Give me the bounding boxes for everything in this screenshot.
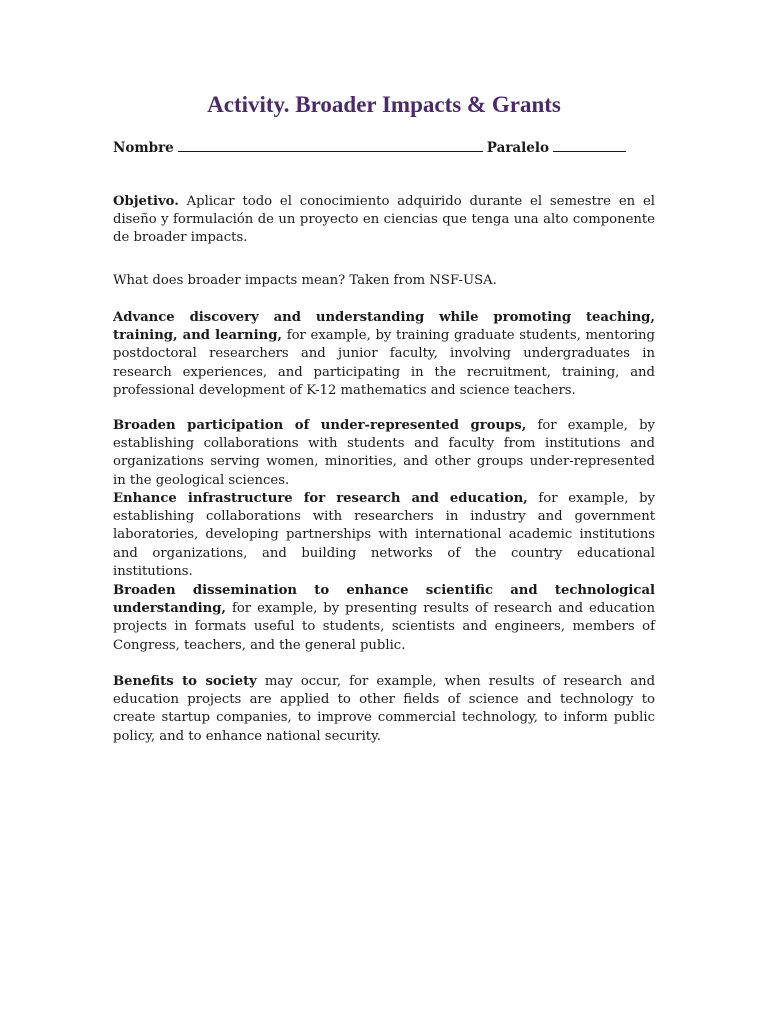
- page-title: Activity. Broader Impacts & Grants: [207, 92, 561, 117]
- section-text: for example, by establishing collaborations with researchers in industry and government laboratories, developing partnerships with international academic institutions and organizations, and building networks of the country educational institutions.: [113, 491, 656, 579]
- paralelo-blank-line: [553, 139, 626, 152]
- section-heading: Advance discovery and understanding while promoting teaching, training, and learning,: [113, 310, 655, 344]
- intro-paragraph: What does broader impacts mean? Taken from NSF-USA.: [113, 273, 497, 288]
- objective-text: Aplicar todo el conocimiento adquirido durante el semestre en el diseño y formulación de un proyecto en ciencias que tenga una alto componente de broader impacts.: [113, 194, 655, 246]
- section-text: for example, by presenting results of research and education projects in formats useful to students, scientists and engineers, members of Congress, teachers, and the general public.: [113, 601, 655, 653]
- section-text: may occur, for example, when results of research and education projects are applied to other fields of science and technology to create startup companies, to improve commercial technology, to inform public policy, and to enhance national security.: [113, 674, 656, 744]
- section-text: for example, by training graduate students, mentoring postdoctoral researchers and junior faculty, involving undergraduates in research experiences, and participating in the recruitment, training, and professional development of K-12 mathematics and science teachers.: [113, 328, 655, 398]
- section-paragraph: [113, 673, 655, 746]
- section-paragraph: [113, 417, 655, 490]
- section-paragraph: [113, 582, 655, 655]
- nombre-label: Nombre: [113, 140, 174, 156]
- objective-label: Objetivo.: [113, 194, 179, 209]
- section-paragraph: [113, 309, 655, 400]
- section-text: for example, by establishing collaborations with students and faculty from institutions and organizations serving women, minorities, and other groups under-represented in the geological sciences.: [113, 418, 655, 488]
- objective-paragraph: [113, 193, 655, 248]
- section-heading: Benefits to society: [113, 674, 257, 689]
- section-heading: Enhance infrastructure for research and education,: [113, 491, 528, 506]
- name-row: [113, 139, 655, 156]
- section-paragraph: [113, 490, 655, 581]
- nombre-blank-line: [178, 139, 483, 152]
- section-heading: Broaden dissemination to enhance scientific and technological understanding,: [113, 583, 655, 617]
- paralelo-label: Paralelo: [486, 140, 550, 156]
- section-heading: Broaden participation of under-represented groups,: [113, 418, 527, 433]
